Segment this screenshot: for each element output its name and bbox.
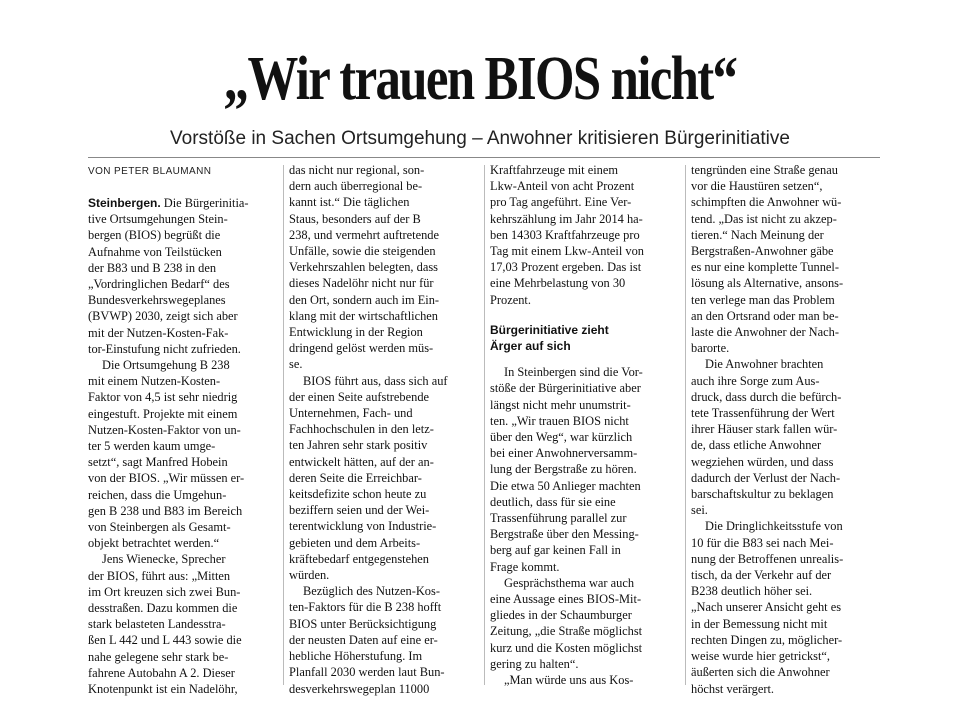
text-line: an den Ortsrand oder man be- xyxy=(691,308,839,323)
text-line: gen B 238 und B83 im Bereich xyxy=(88,503,243,518)
text-line: vor die Haustüren setzen“, xyxy=(691,179,823,194)
text-line: Bezüglich des Nutzen-Kos- xyxy=(303,584,440,599)
text-line: In Steinbergen sind die Vor- xyxy=(504,365,643,380)
text-line: würden. xyxy=(289,568,330,583)
text-line: gliedes in der Schaumburger xyxy=(490,608,632,623)
text-line: Aufnahme von Teilstücken xyxy=(88,244,222,259)
text-line: ihrer Häuser stark fallen wür- xyxy=(691,422,838,437)
text-line: wegziehen würden, und dass xyxy=(691,454,834,469)
text-line: ten Jahren sehr stark positiv xyxy=(289,438,428,453)
text-line: Trassenführung parallel zur xyxy=(490,511,627,526)
text-line: tieren.“ Nach Meinung der xyxy=(691,227,824,242)
text-line: Unfälle, sowie die steigenden xyxy=(289,244,436,259)
text-line: Verkehrszahlen belegten, dass xyxy=(289,260,438,275)
text-line: hebliche Höherstufung. Im xyxy=(289,649,423,664)
text-line: Fachhochschulen in den letz- xyxy=(289,422,434,437)
text-line: der neusten Daten auf eine er- xyxy=(289,632,438,647)
text-line: über den Weg“, war kürzlich xyxy=(490,430,633,445)
text-line: lösung als Alternative, ansons- xyxy=(691,276,844,291)
text-line: Die etwa 50 Anlieger machten xyxy=(490,478,641,493)
text-line: 238, und vermehrt auftretende xyxy=(289,227,440,242)
text-line: eingestuft. Projekte mit einem xyxy=(88,406,238,421)
text-line: tisch, da der Verkehr auf der xyxy=(691,568,832,583)
text-line: tete Trassenführung der Wert xyxy=(691,406,835,421)
text-line: Unternehmen, Fach- und xyxy=(289,406,413,421)
text-line: Entwicklung in der Region xyxy=(289,325,423,340)
column-divider xyxy=(685,165,686,685)
text-line: gering zu halten“. xyxy=(490,656,579,671)
text-line: „Nach unserer Ansicht geht es xyxy=(691,600,842,615)
text-line xyxy=(88,195,278,211)
text-line: Bergstraße über den Messing- xyxy=(490,527,639,542)
headline: „Wir trauen BIOS nicht“ xyxy=(223,45,737,113)
text-line: (BVWP) 2030, zeigt sich aber xyxy=(88,309,238,324)
text-line: den Ort, sondern auch im Ein- xyxy=(289,292,440,307)
dateline: Steinbergen. xyxy=(88,196,161,210)
text-line: gebieten und dem Arbeits- xyxy=(289,535,421,550)
text-line: B238 deutlich höher sei. xyxy=(691,584,813,599)
text-line: tive Ortsumgehungen Stein- xyxy=(88,212,228,227)
column-divider xyxy=(484,165,485,685)
byline: VON PETER BLAUMANN xyxy=(88,166,212,177)
text-line: ßen L 442 und L 443 sowie die xyxy=(88,633,242,648)
article-column-4 xyxy=(691,162,881,697)
text-line: Jens Wienecke, Sprecher xyxy=(102,552,226,567)
text-line: Planfall 2030 werden laut Bun- xyxy=(289,665,445,680)
text-line: laste die Anwohner der Nach- xyxy=(691,325,839,340)
text-line: bei einer Anwohnerversamm- xyxy=(490,446,638,461)
text-line: BIOS führt aus, dass sich auf xyxy=(303,373,448,388)
text-line: barschaftskultur zu beklagen xyxy=(691,487,834,502)
text-line: der BIOS, führt aus: „Mitten xyxy=(88,568,231,583)
text-line: Nutzen-Kosten-Faktor von un- xyxy=(88,422,241,437)
text-line: nung der Betroffenen unrealis- xyxy=(691,551,844,566)
text-line: desverkehrswegeplan 11000 xyxy=(289,681,430,696)
text-line: klang mit der wirtschaftlichen xyxy=(289,308,438,323)
text-line: der einen Seite aufstrebende xyxy=(289,389,430,404)
text-line: de, dass etliche Anwohner xyxy=(691,438,822,453)
text-line: Prozent. xyxy=(490,292,531,307)
text-line: Faktor von 4,5 ist sehr niedrig xyxy=(88,390,238,405)
text-line: bergen (BIOS) begrüßt die xyxy=(88,228,221,243)
text-line: stöße der Bürgerinitiative aber xyxy=(490,381,641,396)
article-column-3 xyxy=(490,162,680,688)
text-line: mit der Nutzen-Kosten-Fak- xyxy=(88,325,229,340)
text-line: desstraßen. Dazu kommen die xyxy=(88,601,238,616)
text-line: kehrszählung im Jahr 2014 ha- xyxy=(490,211,643,226)
text-line: kräftebedarf entgegenstehen xyxy=(289,551,430,566)
text-line: eine Mehrbelastung von 30 xyxy=(490,276,626,291)
text-line: stark belasteten Landesstra- xyxy=(88,617,226,632)
text-line: beziffern seien und der Wei- xyxy=(289,503,430,518)
article-column-2 xyxy=(289,162,479,697)
text-line: „Vordringlichen Bedarf“ des xyxy=(88,277,230,292)
subtitle: Vorstöße in Sachen Ortsumgehung – Anwohner kritisieren Bürgerinitiative xyxy=(170,128,790,149)
text-line: se. xyxy=(289,357,303,372)
text-line: Die Bürgerinitia- xyxy=(160,196,249,210)
text-line: Die Dringlichkeitsstufe von xyxy=(705,519,843,534)
text-line: mit einem Nutzen-Kosten- xyxy=(88,374,221,389)
text-line: deren Seite die Erreichbar- xyxy=(289,470,422,485)
text-line: eine Aussage eines BIOS-Mit- xyxy=(490,592,642,607)
text-line: Knotenpunkt ist ein Nadelöhr, xyxy=(88,682,238,697)
subheading-line: Bürgerinitiative zieht xyxy=(490,322,609,337)
text-line: es nur eine komplette Tunnel- xyxy=(691,260,839,275)
text-line: Zeitung, „die Straße möglichst xyxy=(490,624,643,639)
text-line: lung der Bergstraße zu hören. xyxy=(490,462,637,477)
subheading-line: Ärger auf sich xyxy=(490,339,571,354)
text-line: Die Anwohner brachten xyxy=(705,357,824,372)
text-line: druck, dass durch die befürch- xyxy=(691,389,842,404)
text-line: kannt ist.“ Die täglichen xyxy=(289,195,410,210)
text-line: von der BIOS. „Wir müssen er- xyxy=(88,471,245,486)
text-line: dern auch überregional be- xyxy=(289,179,423,194)
text-line: sei. xyxy=(691,503,708,518)
text-line: das nicht nur regional, son- xyxy=(289,163,425,177)
text-line: ten. „Wir trauen BIOS nicht xyxy=(490,413,629,428)
text-line: Bergstraßen-Anwohner gäbe xyxy=(691,244,834,259)
text-line: auch ihre Sorge zum Aus- xyxy=(691,373,820,388)
text-line: der B83 und B 238 in den xyxy=(88,260,217,275)
text-line: äußerten sich die Anwohner xyxy=(691,665,830,680)
text-line: berg auf gar keinen Fall in xyxy=(490,543,621,558)
text-line: ben 14303 Kraftfahrzeuge pro xyxy=(490,227,640,242)
text-line: im Ort kreuzen sich zwei Bun- xyxy=(88,584,241,599)
text-line: Staus, besonders auf der B xyxy=(289,211,421,226)
text-line: setzt“, sagt Manfred Hobein xyxy=(88,455,228,470)
text-line: barorte. xyxy=(691,341,730,356)
text-line: tend. „Das ist nicht zu akzep- xyxy=(691,211,837,226)
text-line: rechten Dingen zu, möglicher- xyxy=(691,632,843,647)
subheading xyxy=(490,322,680,354)
text-line: Tag mit einem Lkw-Anteil von xyxy=(490,244,644,259)
column-divider xyxy=(283,165,284,685)
header-rule xyxy=(88,157,880,158)
text-line: höchst verärgert. xyxy=(691,681,775,696)
text-line: dadurch der Verlust der Nach- xyxy=(691,470,841,485)
text-line: in der Bemessung nicht mit xyxy=(691,616,828,631)
text-line: ten-Faktors für die B 238 hofft xyxy=(289,600,442,615)
text-line: „Man würde uns aus Kos- xyxy=(504,673,634,688)
text-line: pro Tag angeführt. Eine Ver- xyxy=(490,195,632,210)
text-line: reichen, dass die Umgehun- xyxy=(88,487,227,502)
text-line: keitsdefizite schon heute zu xyxy=(289,487,427,502)
article-column-1 xyxy=(88,195,278,697)
text-line: deutlich, dass für sie eine xyxy=(490,494,616,509)
text-line: ter 5 werden kaum umge- xyxy=(88,439,216,454)
text-line: terentwicklung von Industrie- xyxy=(289,519,437,534)
text-line: Die Ortsumgehung B 238 xyxy=(102,358,230,373)
text-line: dieses Nadelöhr nicht nur für xyxy=(289,276,434,291)
text-line: Lkw-Anteil von acht Prozent xyxy=(490,179,635,194)
text-line: tor-Einstufung nicht zufrieden. xyxy=(88,341,241,356)
text-line: weise wurde hier getrickst“, xyxy=(691,649,830,664)
text-line: 10 für die B83 sei nach Mei- xyxy=(691,535,834,550)
text-line: Frage kommt. xyxy=(490,559,560,574)
text-line: entwickelt hätten, auf der an- xyxy=(289,454,434,469)
text-line: Kraftfahrzeuge mit einem xyxy=(490,163,618,177)
text-line: BIOS unter Berücksichtigung xyxy=(289,616,437,631)
text-line: objekt betrachtet werden.“ xyxy=(88,536,220,551)
text-line: schimpften die Anwohner wü- xyxy=(691,195,842,210)
text-line: 17,03 Prozent ergeben. Das ist xyxy=(490,260,642,275)
text-line: von Steinbergen als Gesamt- xyxy=(88,520,231,535)
text-line: fahrene Autobahn A 2. Dieser xyxy=(88,665,235,680)
text-line: nahe gelegene sehr stark be- xyxy=(88,649,229,664)
text-line: Gesprächsthema war auch xyxy=(504,575,635,590)
text-line: dringend gelöst werden müs- xyxy=(289,341,434,356)
text-line: kurz und die Kosten möglichst xyxy=(490,640,643,655)
text-line: Bundesverkehrswegeplanes xyxy=(88,293,226,308)
text-line: tengründen eine Straße genau xyxy=(691,163,838,177)
text-line: ten verlege man das Problem xyxy=(691,292,835,307)
text-line: längst nicht mehr unumstrit- xyxy=(490,397,631,412)
